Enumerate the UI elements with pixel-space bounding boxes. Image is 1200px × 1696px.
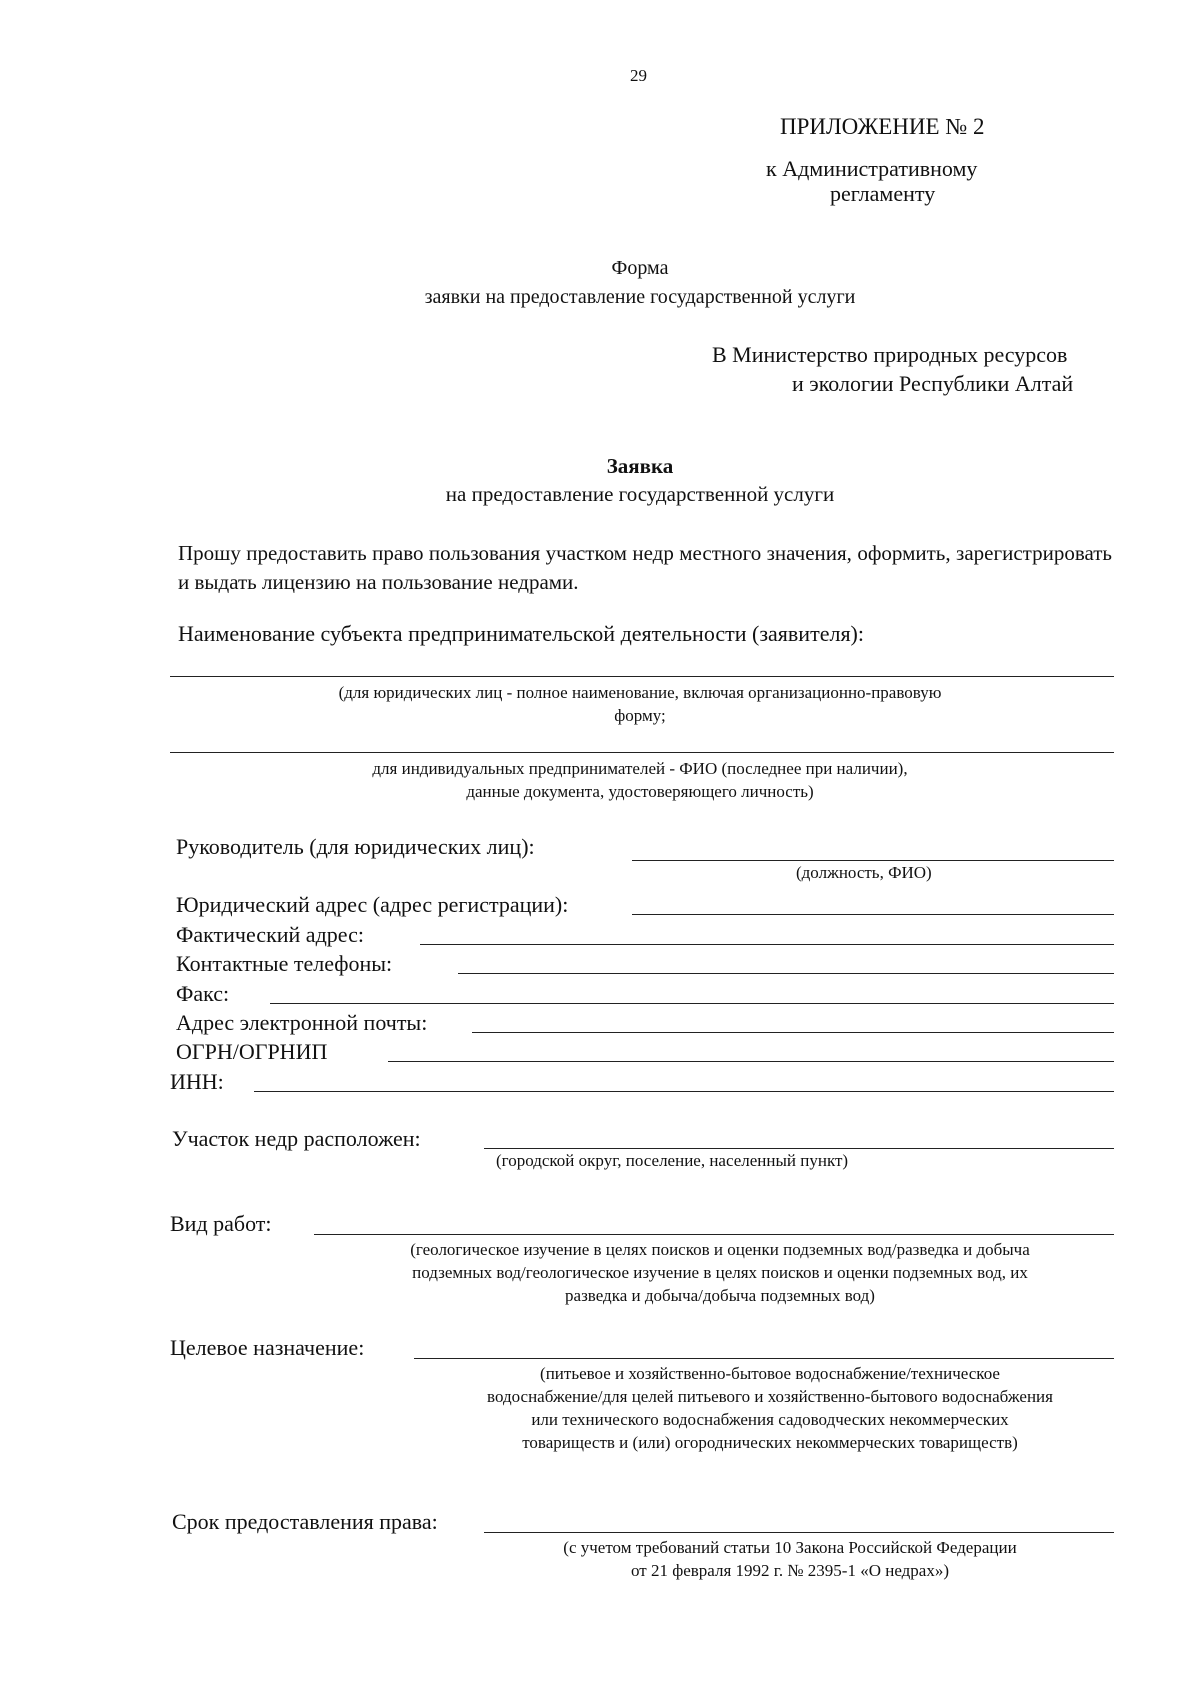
- purpose-hint-1: (питьевое и хозяйственно-бытовое водоснабжение/техническое: [540, 1364, 1000, 1383]
- purpose-hint: [400, 1362, 1140, 1454]
- application-title: [360, 454, 920, 479]
- applicant-name-field[interactable]: [170, 676, 1114, 677]
- head-hint: (должность, ФИО): [796, 863, 932, 882]
- phones-field[interactable]: [458, 973, 1114, 974]
- ogrn-field[interactable]: [388, 1061, 1114, 1062]
- appendix-line-1: к Административному: [766, 156, 978, 181]
- email-field[interactable]: [472, 1032, 1114, 1033]
- form-heading-1: Форма: [611, 257, 669, 279]
- head-label: Руководитель (для юридических лиц):: [176, 834, 535, 859]
- applicant-ip-hint-1: для индивидуальных предпринимателей - ФИО (последнее при наличии),: [372, 759, 908, 778]
- location-hint: (городской округ, поселение, населенный пункт): [496, 1151, 849, 1170]
- inn-field[interactable]: [254, 1091, 1114, 1092]
- applicant-label: Наименование субъекта предпринимательской деятельности (заявителя):: [178, 621, 864, 646]
- form-heading-2: заявки на предоставление государственной услуги: [424, 286, 856, 308]
- email-label: Адрес электронной почты:: [176, 1010, 428, 1035]
- purpose-hint-3: или технического водоснабжения садоводческих некоммерческих: [531, 1410, 1009, 1429]
- inn-label: ИНН:: [170, 1069, 224, 1094]
- work-type-label: Вид работ:: [170, 1211, 272, 1236]
- appendix-title: ПРИЛОЖЕНИЕ № 2: [780, 114, 985, 139]
- legal-address-label: Юридический адрес (адрес регистрации):: [176, 892, 569, 917]
- location-field[interactable]: [484, 1148, 1114, 1149]
- term-hint-1: (с учетом требований статьи 10 Закона Российской Федерации: [563, 1538, 1017, 1557]
- work-type-hint: [300, 1238, 1140, 1307]
- term-field[interactable]: [484, 1532, 1114, 1533]
- addressee-line-1: В Министерство природных ресурсов: [712, 342, 1068, 367]
- phones-label: Контактные телефоны:: [176, 951, 393, 976]
- appendix-line-2: регламенту: [830, 181, 936, 206]
- applicant-legal-hint-2: форму;: [614, 706, 666, 725]
- head-field[interactable]: [632, 860, 1114, 861]
- applicant-ip-field[interactable]: [170, 752, 1114, 753]
- term-label: Срок предоставления права:: [172, 1509, 438, 1534]
- term-hint: [500, 1536, 1080, 1582]
- purpose-label: Целевое назначение:: [170, 1335, 365, 1360]
- work-type-hint-3: разведка и добыча/добыча подземных вод): [565, 1286, 875, 1305]
- work-type-hint-2: подземных вод/геологическое изучение в целях поисков и оценки подземных вод, их: [412, 1263, 1028, 1282]
- legal-address-field[interactable]: [632, 914, 1114, 915]
- ogrn-label: ОГРН/ОГРНИП: [176, 1039, 328, 1064]
- term-hint-2: от 21 февраля 1992 г. № 2395-1 «О недрах»): [630, 1561, 950, 1580]
- purpose-field[interactable]: [414, 1358, 1114, 1359]
- addressee-line-2: и экологии Республики Алтай: [792, 371, 1074, 396]
- page-number: 29: [630, 66, 647, 85]
- applicant-legal-hint-1: (для юридических лиц - полное наименование, включая организационно-правовую: [338, 683, 942, 702]
- applicant-ip-hint: [230, 757, 1050, 803]
- actual-address-field[interactable]: [420, 944, 1114, 945]
- purpose-hint-4: товариществ и (или) огороднических некоммерческих товариществ): [522, 1433, 1018, 1452]
- applicant-legal-hint: [230, 681, 1050, 727]
- fax-label: Факс:: [176, 981, 230, 1006]
- request-paragraph: Прошу предоставить право пользования участком недр местного значения, оформить, зарегистрировать и выдать лицензию на пользование недрами.: [178, 541, 1112, 594]
- work-type-hint-1: (геологическое изучение в целях поисков и оценки подземных вод/разведка и добыча: [410, 1240, 1030, 1259]
- application-title-text: Заявка: [606, 454, 674, 478]
- fax-field[interactable]: [270, 1003, 1114, 1004]
- purpose-hint-2: водоснабжение/для целей питьевого и хозяйственно-бытового водоснабжения: [487, 1387, 1053, 1406]
- work-type-field[interactable]: [314, 1234, 1114, 1235]
- location-label: Участок недр расположен:: [172, 1126, 421, 1151]
- applicant-ip-hint-2: данные документа, удостоверяющего личность): [466, 782, 814, 801]
- application-subtitle: на предоставление государственной услуги: [445, 482, 835, 506]
- actual-address-label: Фактический адрес:: [176, 922, 364, 947]
